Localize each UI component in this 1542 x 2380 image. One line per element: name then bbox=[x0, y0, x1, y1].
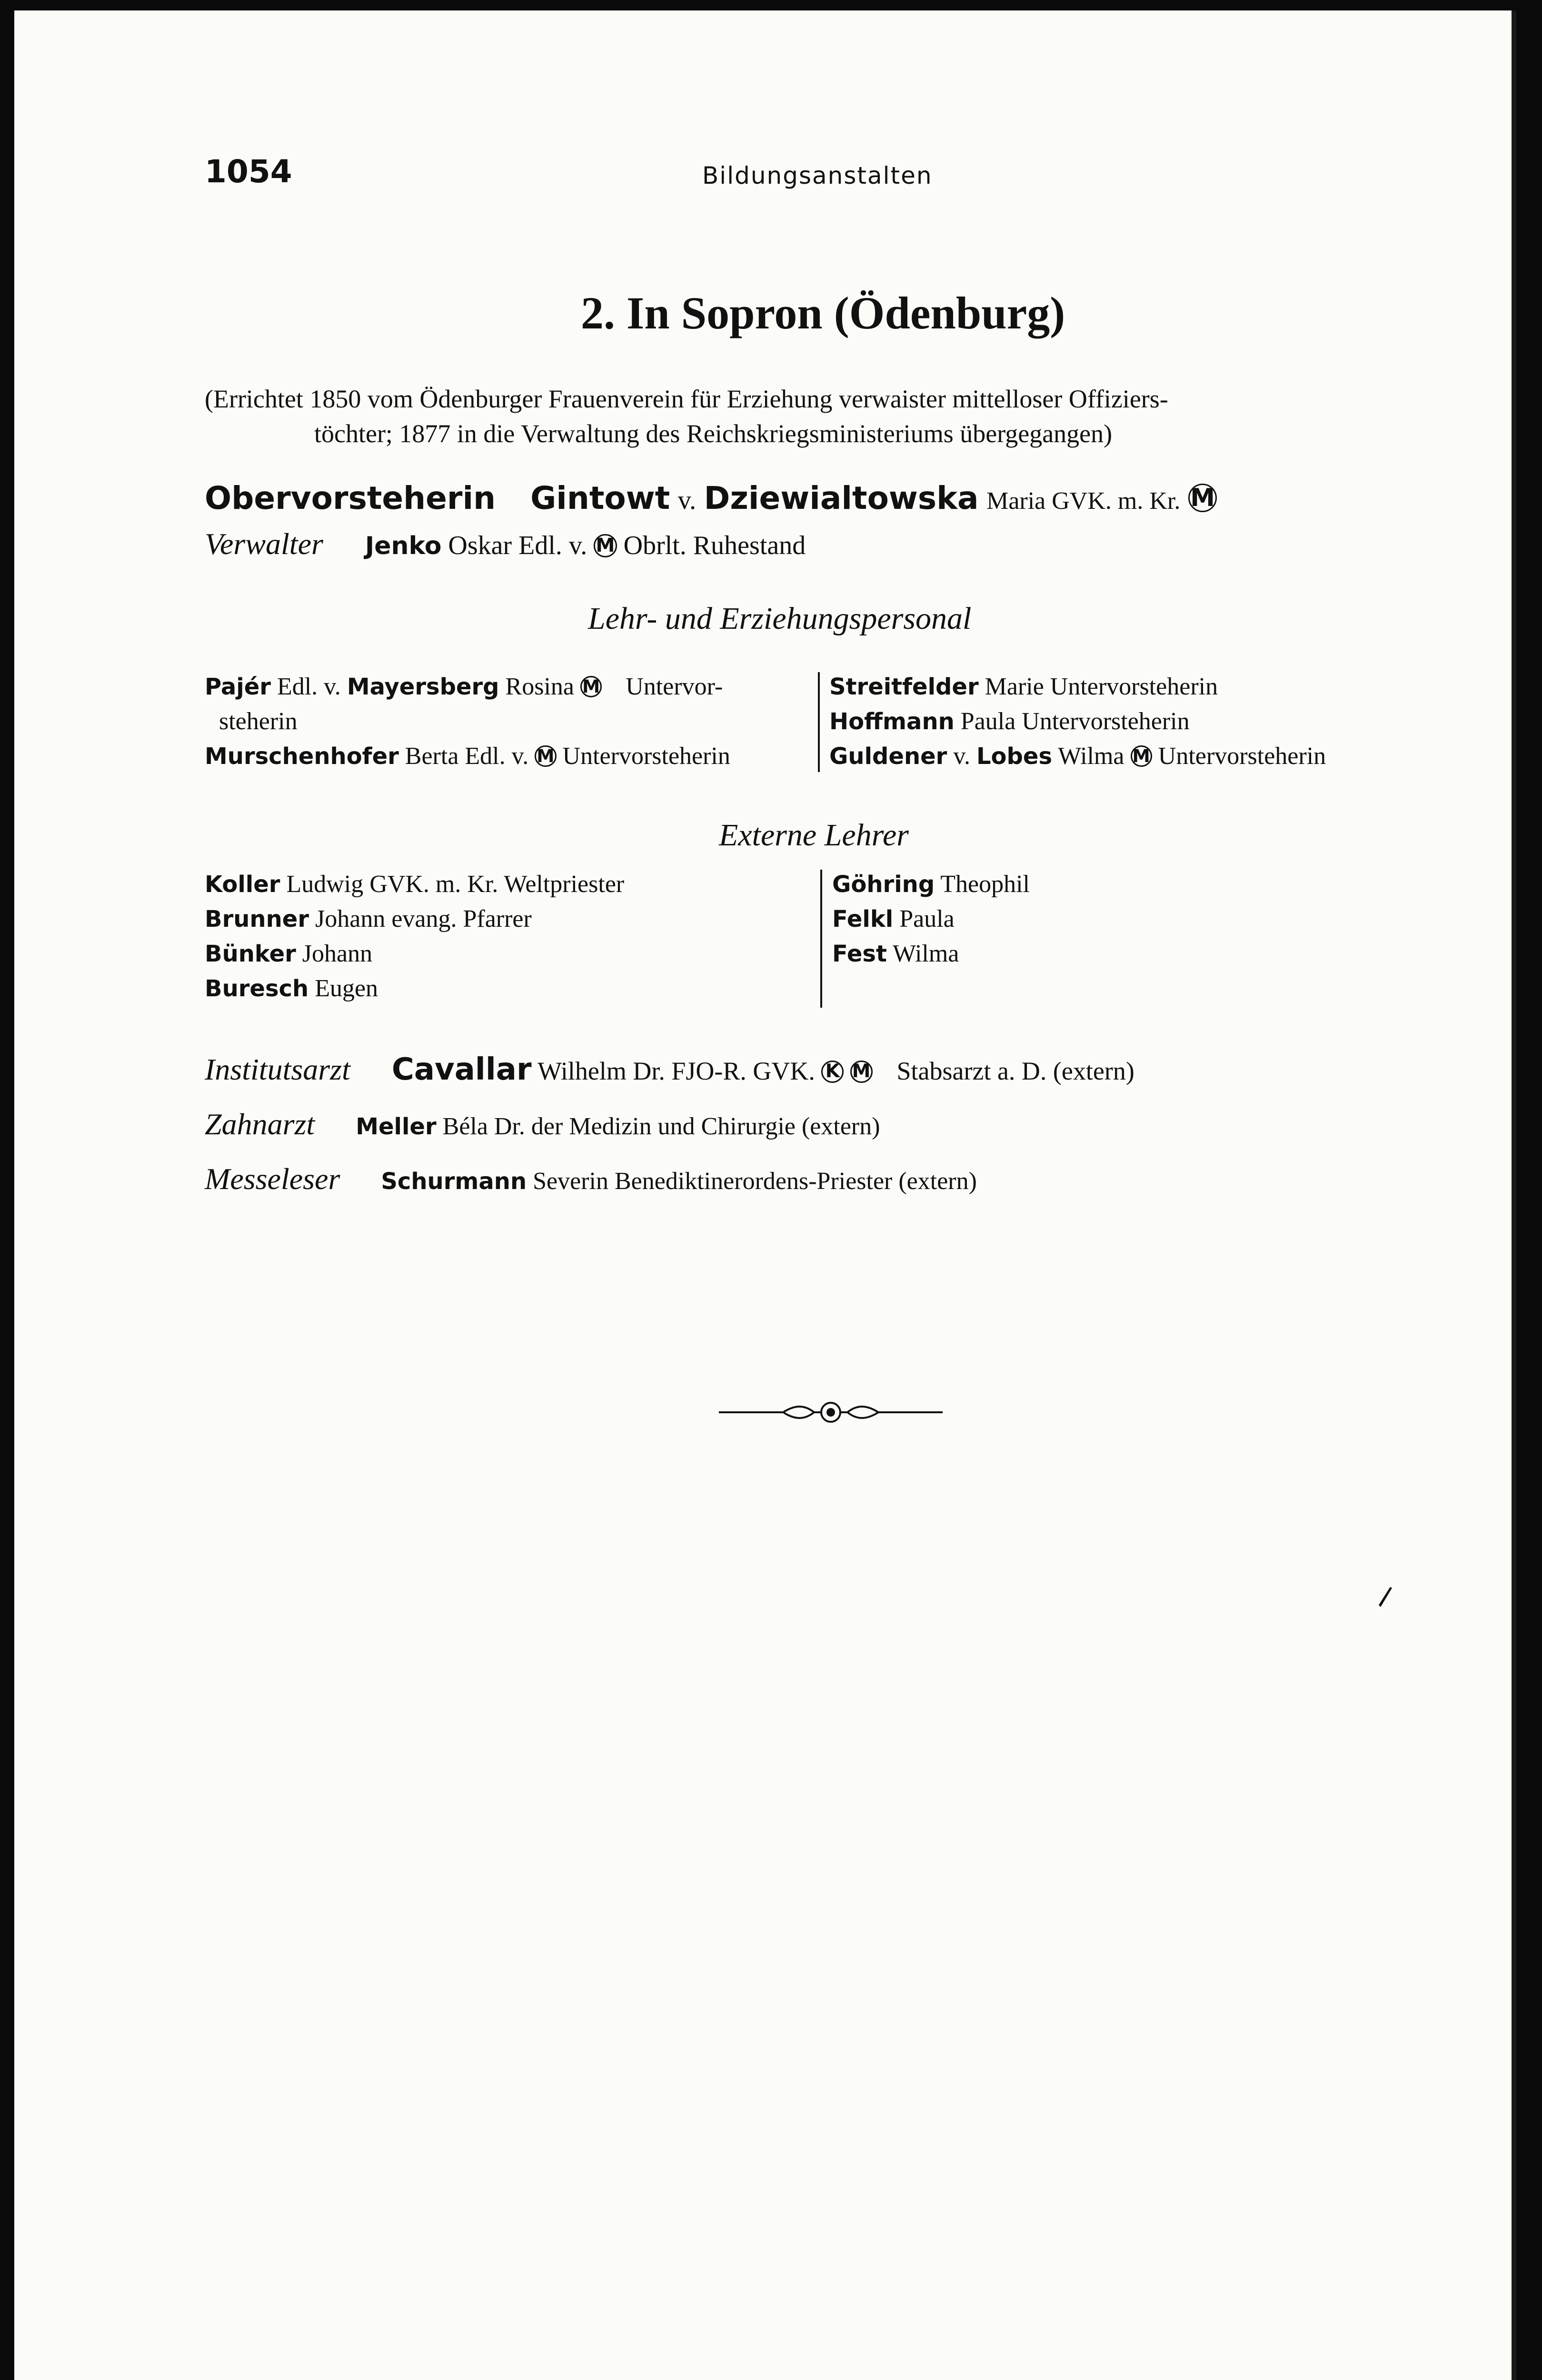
m-badge-icon: M bbox=[580, 676, 602, 697]
m-badge-icon: M bbox=[850, 1061, 873, 1083]
list-item bbox=[829, 739, 1326, 774]
entry-details: Paula Untervorsteherin bbox=[960, 708, 1190, 735]
document-page bbox=[14, 10, 1516, 2380]
entry-continuation: steherin bbox=[219, 708, 298, 735]
entry-details: Oskar Edl. v. bbox=[448, 531, 587, 560]
messeleser-entry bbox=[205, 1160, 977, 1200]
surname: Pajér bbox=[205, 674, 271, 700]
column-divider bbox=[818, 672, 820, 772]
entry-details: Wilma bbox=[1058, 743, 1124, 770]
surname: Schurmann bbox=[381, 1168, 527, 1195]
surname: Göhring bbox=[832, 871, 935, 898]
surname: Brunner bbox=[205, 906, 309, 932]
entry-details: Rosina bbox=[505, 673, 574, 700]
list-item bbox=[205, 739, 730, 774]
entry-details: Theophil bbox=[940, 871, 1030, 898]
section-title: 2. In Sopron (Ödenburg) bbox=[581, 288, 1065, 338]
surname: Jenko bbox=[365, 532, 442, 560]
particle: v. bbox=[677, 486, 696, 515]
list-item bbox=[205, 937, 372, 971]
entry-details: Ludwig GVK. m. Kr. Weltpriester bbox=[286, 871, 625, 898]
entry-details: v. bbox=[953, 743, 970, 770]
k-badge-icon: K bbox=[821, 1061, 844, 1083]
surname: Bünker bbox=[205, 941, 296, 967]
entry-details: Johann evang. Pfarrer bbox=[315, 905, 532, 932]
obervorsteherin-entry bbox=[205, 479, 1217, 520]
m-badge-icon: M bbox=[535, 745, 556, 767]
surname: Streitfelder bbox=[829, 674, 979, 700]
entry-details: Wilhelm Dr. FJO-R. GVK. bbox=[537, 1057, 815, 1085]
entry-details: Obrlt. Ruhestand bbox=[623, 531, 806, 560]
section-note-line2: töchter; 1877 in die Verwaltung des Reichskriegsministeriums übergegangen) bbox=[314, 419, 1113, 448]
entry-details: Marie Untervorsteherin bbox=[985, 673, 1218, 700]
surname: Guldener bbox=[829, 743, 947, 770]
entry-details: Untervorsteherin bbox=[562, 743, 730, 770]
page-number: 1054 bbox=[205, 153, 292, 190]
role-label: Institutsarzt bbox=[205, 1052, 350, 1086]
surname: Mayersberg bbox=[347, 674, 499, 700]
running-title: Bildungsanstalten bbox=[702, 162, 933, 189]
entry-details: Severin Benediktinerordens-Priester (extern) bbox=[533, 1168, 977, 1195]
list-item bbox=[829, 704, 1190, 739]
list-item bbox=[832, 902, 955, 936]
entry-details: Johann bbox=[302, 940, 373, 967]
list-item bbox=[829, 670, 1218, 704]
surname: Fest bbox=[832, 941, 887, 967]
role-label: Obervorsteherin bbox=[205, 480, 496, 516]
list-item bbox=[205, 670, 723, 704]
surname: Buresch bbox=[205, 975, 309, 1002]
entry-details: Maria GVK. m. Kr. bbox=[986, 487, 1181, 515]
entry-details: Untervor- bbox=[626, 673, 723, 700]
entry-details: Edl. v. bbox=[277, 673, 341, 700]
entry-details: Wilma bbox=[892, 940, 959, 967]
list-item bbox=[205, 902, 532, 936]
role-label: Messeleser bbox=[205, 1162, 340, 1196]
surname: Hoffmann bbox=[829, 708, 955, 735]
zahnarzt-entry bbox=[205, 1105, 880, 1146]
externe-lehrer-heading: Externe Lehrer bbox=[719, 818, 909, 853]
m-badge-icon: M bbox=[1188, 484, 1217, 513]
surname: Meller bbox=[356, 1113, 437, 1140]
entry-details: Stabsarzt a. D. (extern) bbox=[896, 1057, 1134, 1085]
institutsarzt-entry bbox=[205, 1051, 1134, 1090]
role-label: Verwalter bbox=[205, 527, 323, 561]
role-label: Zahnarzt bbox=[205, 1107, 315, 1141]
surname: Murschenhofer bbox=[205, 743, 399, 770]
list-item bbox=[205, 972, 378, 1006]
surname: Lobes bbox=[976, 743, 1053, 770]
entry-details: Eugen bbox=[315, 975, 378, 1002]
column-divider bbox=[820, 870, 822, 1008]
list-item bbox=[205, 867, 624, 902]
ink-mark-icon bbox=[1377, 1586, 1396, 1610]
surname: Felkl bbox=[832, 906, 894, 932]
surname: Gintowt bbox=[530, 480, 670, 516]
m-badge-icon: M bbox=[1131, 745, 1152, 767]
surname: Dziewialtowska bbox=[704, 480, 979, 516]
verwalter-entry bbox=[205, 527, 806, 563]
entry-details: Paula bbox=[899, 905, 955, 932]
list-item bbox=[832, 867, 1030, 902]
lehr-personal-heading: Lehr- und Erziehungspersonal bbox=[588, 601, 972, 636]
entry-details: Untervorsteherin bbox=[1158, 743, 1326, 770]
m-badge-icon: M bbox=[594, 534, 617, 557]
ornament-divider-icon bbox=[719, 1398, 943, 1427]
entry-details: Béla Dr. der Medizin und Chirurgie (extern) bbox=[442, 1113, 880, 1140]
section-note-line1: (Errichtet 1850 vom Ödenburger Frauenverein für Erziehung verwaister mittelloser Offiziers- bbox=[205, 385, 1168, 413]
entry-details: Berta Edl. v. bbox=[405, 743, 529, 770]
list-item bbox=[832, 937, 959, 971]
surname: Koller bbox=[205, 871, 280, 898]
surname: Cavallar bbox=[391, 1052, 532, 1087]
